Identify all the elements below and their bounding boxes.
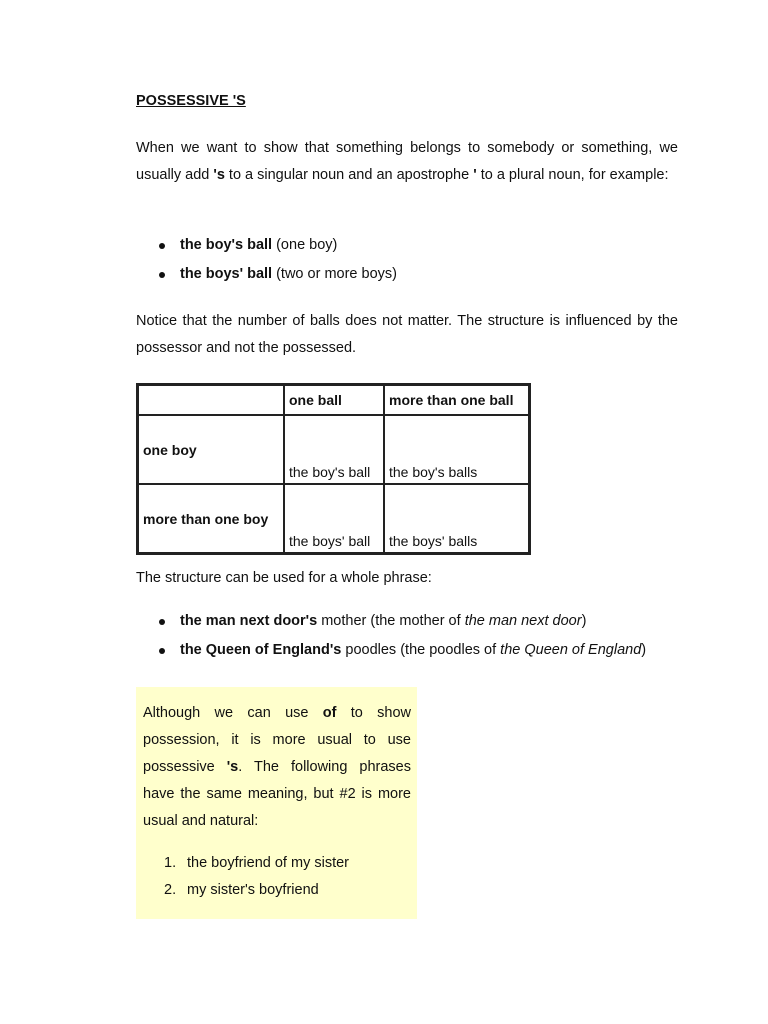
possessive-table [136, 383, 531, 555]
table-cell: the boy's balls [384, 415, 529, 484]
note-text-3: . The following phrases have the same meaning, but #2 is more usual and natural: [143, 759, 411, 829]
table-cell: the boy's ball [284, 415, 384, 484]
table-cell: the boys' balls [384, 484, 529, 553]
example-rest: (two or more boys) [272, 266, 397, 282]
example-rest: (one boy) [272, 237, 338, 253]
intro-apostrophe-bold: ' [473, 167, 477, 183]
note-paragraph [143, 700, 411, 835]
list-item [136, 231, 397, 260]
phrase-italic: the man next door [464, 613, 582, 629]
note-of-bold: of [322, 705, 337, 721]
notice-paragraph: Notice that the number of balls does not matter. The structure is influenced by the possessor and not the possessed. [136, 313, 678, 356]
list-text: the boyfriend of my sister [187, 855, 349, 871]
list-item [136, 607, 646, 636]
table-header-cell: one ball [284, 385, 384, 415]
note-text-2: to show possession, it is more usual to use possessive [143, 705, 412, 775]
phrase-mid: poodles (the poodles of [341, 642, 501, 658]
phrase-italic: the Queen of England [500, 642, 642, 658]
example-bold: the boys' ball [180, 266, 273, 282]
intro-text-3: to a plural noun, for example: [476, 167, 669, 183]
phrase-bold: the Queen of England's [180, 642, 342, 658]
list-item [136, 850, 349, 877]
table-header-cell: more than one ball [384, 385, 529, 415]
page-title: POSSESSIVE 'S [136, 93, 246, 109]
intro-paragraph [136, 135, 678, 189]
phrase-example-list [136, 607, 646, 665]
list-number: 1. [164, 855, 177, 871]
phrase-mid: mother (the mother of [317, 613, 465, 629]
intro-text-1: When we want to show that something belongs to somebody or something, we usually add [136, 140, 678, 183]
phrase-end: ) [581, 613, 587, 629]
list-item [136, 877, 349, 904]
example-bold: the boy's ball [180, 237, 273, 253]
note-numbered-list [136, 850, 349, 904]
phrase-intro: The structure can be used for a whole phrase: [136, 570, 432, 586]
list-item [136, 636, 646, 665]
example-list [136, 231, 397, 289]
table-row-label: more than one boy [138, 484, 284, 553]
table-row [138, 484, 529, 553]
intro-s-bold: 's [213, 167, 225, 183]
phrase-end: ) [641, 642, 647, 658]
list-text: my sister's boyfriend [187, 882, 319, 898]
list-item [136, 260, 397, 289]
list-number: 2. [164, 882, 177, 898]
table-cell: the boys' ball [284, 484, 384, 553]
note-s-bold: 's [226, 759, 239, 775]
table-row-label: one boy [138, 415, 284, 484]
phrase-bold: the man next door's [180, 613, 318, 629]
table-header-row [138, 385, 529, 415]
note-box [136, 687, 417, 919]
intro-text-2: to a singular noun and an apostrophe [224, 167, 474, 183]
table-row [138, 415, 529, 484]
table-header-cell [138, 385, 284, 415]
note-text-1: Although we can use [143, 705, 323, 721]
